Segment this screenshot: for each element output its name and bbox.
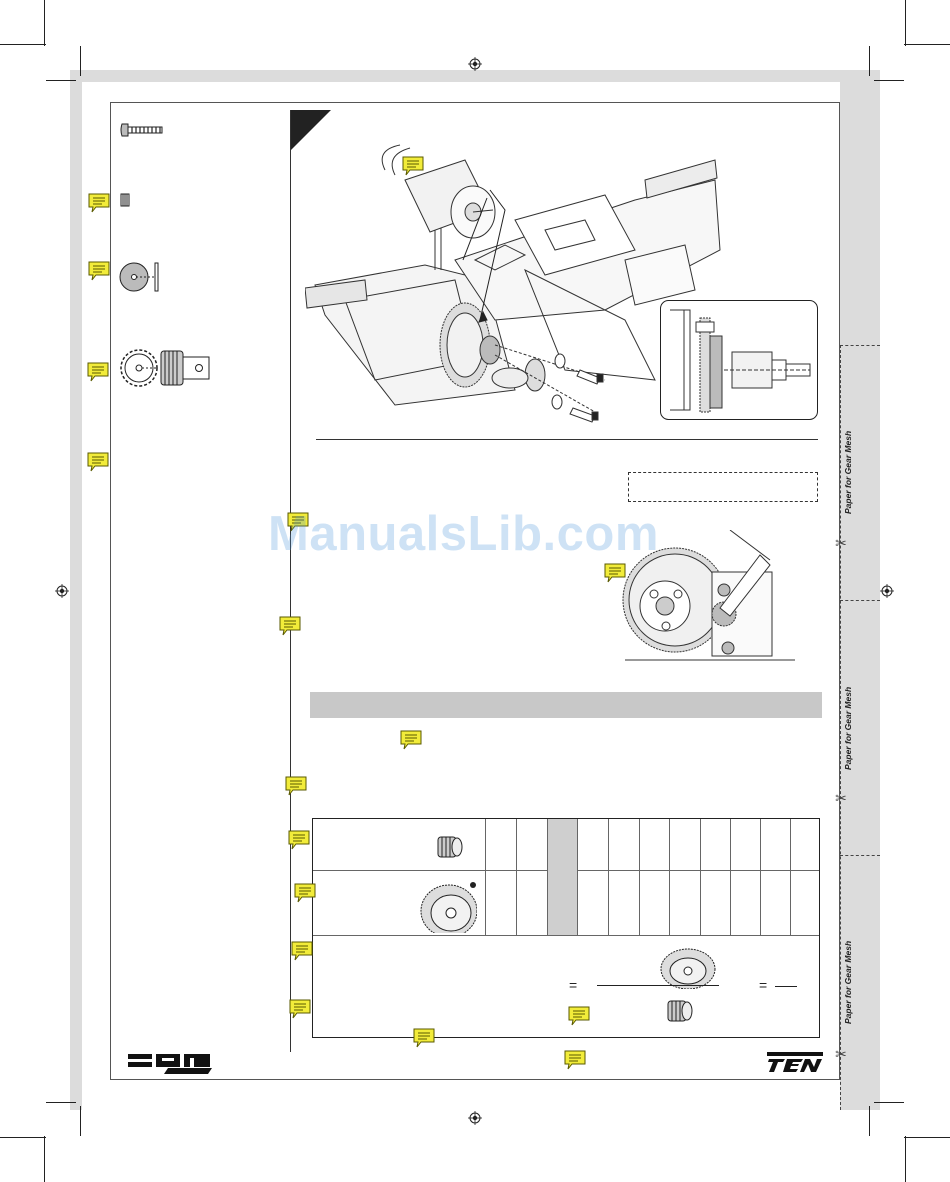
note-comment-icon[interactable] <box>294 883 316 901</box>
note-comment-icon[interactable] <box>88 193 110 211</box>
table-col-divider <box>577 819 578 935</box>
note-comment-icon[interactable] <box>87 452 109 470</box>
note-comment-icon[interactable] <box>279 616 301 634</box>
table-col-divider <box>485 819 486 935</box>
crop-mark <box>904 1137 950 1138</box>
equals-sign: = <box>569 977 578 993</box>
spur-gear-icon <box>415 877 477 933</box>
crop-mark <box>0 44 46 45</box>
note-comment-icon[interactable] <box>289 999 311 1017</box>
cut-line <box>840 855 880 856</box>
pinion-alignment-detail-inset <box>660 300 818 420</box>
table-col-divider <box>669 819 670 935</box>
fraction-line <box>597 985 719 986</box>
fraction-line <box>775 986 797 987</box>
set-screw-part-icon <box>119 193 131 207</box>
table-col-divider <box>790 819 791 935</box>
column-divider <box>290 110 291 1052</box>
gear-mesh-paper-label: Paper for Gear Mesh <box>843 430 853 514</box>
registration-mark-icon <box>468 1111 482 1125</box>
scissors-icon: ✂ <box>835 790 847 806</box>
table-row-divider <box>313 935 819 936</box>
crop-mark <box>80 1106 81 1136</box>
pinion-gear-part-icon <box>117 345 213 391</box>
crop-mark <box>869 1106 870 1136</box>
table-col-divider <box>547 819 548 935</box>
note-comment-icon[interactable] <box>88 261 110 279</box>
scissors-icon: ✂ <box>835 1046 847 1062</box>
hpi-racing-logo <box>128 1052 214 1074</box>
note-comment-icon[interactable] <box>402 156 424 174</box>
registration-mark-icon <box>880 584 894 598</box>
manualslib-watermark: ManualsLib.com <box>268 507 659 561</box>
table-col-divider <box>639 819 640 935</box>
gear-mesh-paper-label: Paper for Gear Mesh <box>843 686 853 770</box>
crop-mark <box>874 80 904 81</box>
registration-mark-icon <box>468 57 482 71</box>
note-comment-icon[interactable] <box>291 941 313 959</box>
highlighted-column <box>547 819 577 935</box>
gear-ratio-table <box>312 818 820 1038</box>
dashed-callout-box <box>628 472 818 502</box>
note-comment-icon[interactable] <box>568 1006 590 1024</box>
note-comment-icon[interactable] <box>400 730 422 748</box>
crop-mark <box>46 80 76 81</box>
note-comment-icon[interactable] <box>413 1028 435 1046</box>
registration-mark-icon <box>55 584 69 598</box>
crop-mark <box>905 0 906 46</box>
spur-gear-icon <box>659 939 717 989</box>
crop-mark <box>905 1136 906 1182</box>
note-comment-icon[interactable] <box>288 830 310 848</box>
crop-mark <box>46 1102 76 1103</box>
formula-ten-logo <box>763 1050 827 1074</box>
equals-sign: = <box>759 977 768 993</box>
washer-part-icon <box>118 260 162 294</box>
crop-mark <box>44 1136 45 1182</box>
screw-part-icon <box>120 122 166 138</box>
crop-mark <box>80 46 81 76</box>
crop-mark <box>869 46 870 76</box>
note-comment-icon[interactable] <box>604 563 626 581</box>
crop-mark <box>44 0 45 46</box>
pinion-gear-icon <box>665 997 695 1025</box>
gear-mesh-paper-label: Paper for Gear Mesh <box>843 940 853 1024</box>
section-header-bar <box>310 692 822 718</box>
cut-line <box>840 600 880 601</box>
note-comment-icon[interactable] <box>285 776 307 794</box>
table-col-divider <box>760 819 761 935</box>
table-col-divider <box>700 819 701 935</box>
pinion-gear-icon <box>435 833 465 861</box>
table-col-divider <box>730 819 731 935</box>
section-divider <box>316 439 818 440</box>
table-col-divider <box>516 819 517 935</box>
cut-line <box>840 345 880 346</box>
table-col-divider <box>608 819 609 935</box>
scissors-icon: ✂ <box>835 535 847 551</box>
crop-mark <box>0 1137 46 1138</box>
note-comment-icon[interactable] <box>87 362 109 380</box>
note-comment-icon[interactable] <box>564 1050 586 1068</box>
crop-mark <box>904 44 950 45</box>
